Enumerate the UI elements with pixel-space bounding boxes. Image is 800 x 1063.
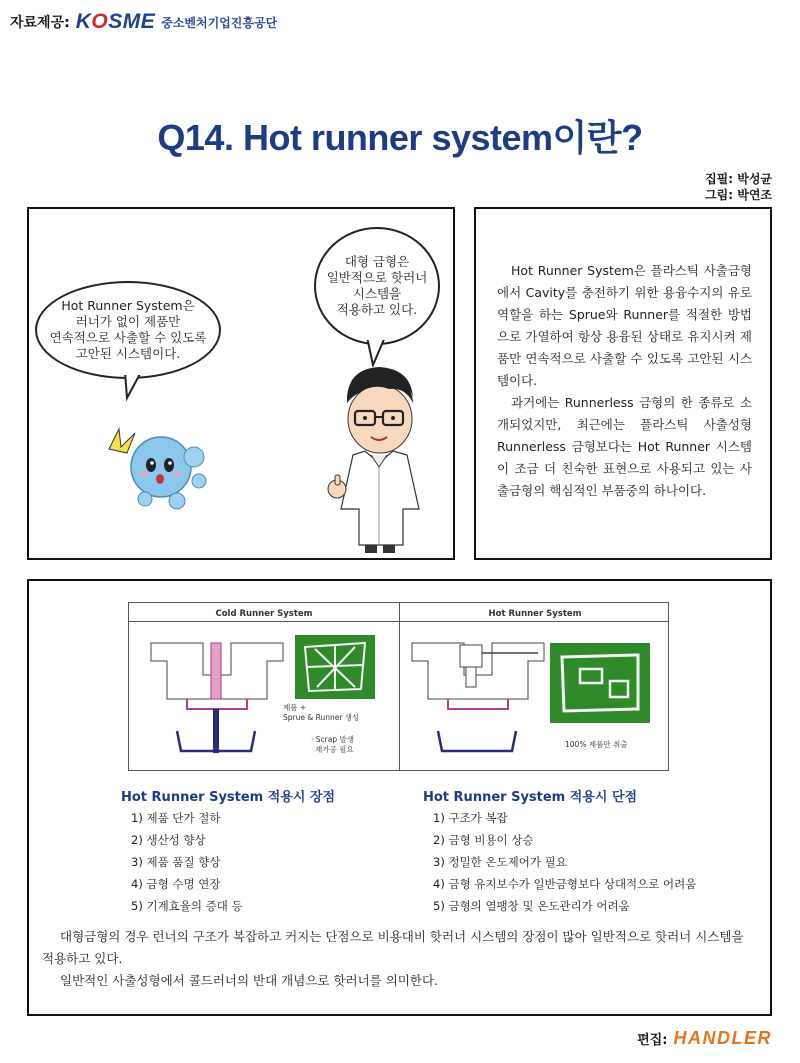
hot-runner-title: Hot Runner System [488, 609, 582, 619]
org-name: 중소벤처기업진흥공단 [161, 15, 278, 30]
bubble-left-line: 러너가 없이 제품만 [75, 314, 181, 329]
list-item: 1) 제품 단가 절하 [131, 811, 221, 825]
summary-paragraph: 대형금형의 경우 런너의 구조가 복잡하고 커지는 단점으로 비용대비 핫러너 시스템의 장점이 많아 일반적으로 핫러너 시스템을 적용하고 있다. [42, 929, 744, 966]
cold-note: Sprue & Runner 생성 [283, 713, 360, 722]
list-item: 4) 금형 수명 연장 [131, 877, 221, 891]
bubble-right-line: 시스템을 [352, 286, 402, 301]
cold-note: · Scrap 발생 [311, 735, 354, 744]
editor-credit [637, 1028, 772, 1049]
bubble-tail-left [113, 372, 153, 402]
speech-bubble-right [314, 227, 440, 345]
advantages-section [121, 786, 411, 917]
cold-runner-notes [283, 703, 359, 755]
editor-label: 편집: [637, 1033, 668, 1048]
summary-paragraph: 일반적인 사출성형에서 콜드러너의 반대 개념으로 핫러너를 의미한다. [60, 973, 438, 988]
bubble-right-line: 대형 금형은 [344, 254, 410, 269]
comic-panel [27, 207, 455, 560]
droplet-mascot-illustration [89, 419, 229, 519]
explanation-text [497, 260, 752, 502]
list-item: 3) 제품 품질 향상 [131, 855, 221, 869]
researcher-illustration [319, 359, 439, 554]
explanation-paragraph: 과거에는 Runnerless 금형의 한 종류로 소개되었지만, 최근에는 플라스틱 사출성형 Runnerless 금형보다는 Hot Runner 시스템이 조금 더 친숙한 표현으로 사용되고 있는 사출금형의 핵심적인 부품중의 하나이다. [497, 395, 752, 498]
kosme-logo: KOSME [75, 10, 156, 33]
list-item: 5) 기계효율의 증대 등 [131, 899, 243, 913]
source-credit [10, 10, 277, 34]
credits [705, 171, 772, 203]
advantages-list [121, 807, 411, 917]
cold-runner-title: Cold Runner System [215, 609, 313, 619]
bubble-left-line: 고안된 시스템이다. [75, 346, 181, 361]
hot-runner-schematic [408, 637, 558, 757]
list-item: 2) 금형 비용이 상승 [433, 833, 534, 847]
source-label: 자료제공: [10, 15, 70, 31]
bubble-right-line: 일반적으로 핫러너 [326, 270, 428, 285]
writer-credit: 집필: 박성균 [705, 172, 772, 186]
list-item: 4) 금형 유지보수가 일반금형보다 상대적으로 어려움 [433, 877, 697, 891]
list-item: 3) 정밀한 온도제어가 필요 [433, 855, 567, 869]
bubble-left-line: 연속적으로 사출할 수 있도록 [49, 330, 207, 345]
hot-runner-product-photo [550, 643, 650, 723]
speech-bubble-left [35, 281, 221, 379]
bubble-right-line: 적용하고 있다. [336, 302, 418, 317]
cold-runner-schematic [147, 637, 287, 757]
runner-system-diagram [128, 602, 669, 771]
explanation-paragraph: Hot Runner System은 플라스틱 사출금형에서 Cavity를 충전하기 위한 용융수지의 유로 역할을 하는 Sprue와 Runner를 적절한 방법으로 가열하여 항상 용융된 상태로 유지시켜 제품만 연속적으로 사출할 수 있도록 고안된 시스템이다. [497, 263, 752, 388]
disadvantages-list [423, 807, 763, 917]
hot-runner-note: 100% 제품만 취출 [565, 740, 628, 749]
list-item: 2) 생산성 향상 [131, 833, 206, 847]
cold-runner-product-photo [295, 635, 375, 699]
disadvantages-section [423, 786, 763, 917]
cold-note: 재가공 필요 [315, 745, 354, 754]
cold-runner-section [129, 603, 399, 770]
illustrator-credit: 그림: 박연조 [705, 188, 772, 202]
cold-note: 제품 + [283, 703, 307, 712]
list-item: 5) 금형의 열팽창 및 온도관리가 어려움 [433, 899, 630, 913]
handler-logo: HANDLER [673, 1028, 772, 1048]
bubble-left-line: Hot Runner System은 [61, 298, 195, 313]
page-title: Q14. Hot runner system이란? [157, 117, 643, 158]
summary-text [42, 926, 758, 992]
disadvantages-title: Hot Runner System 적용시 단점 [423, 790, 638, 805]
advantages-title: Hot Runner System 적용시 장점 [121, 790, 336, 805]
hot-runner-section [400, 603, 670, 770]
list-item: 1) 구조가 복잡 [433, 811, 508, 825]
